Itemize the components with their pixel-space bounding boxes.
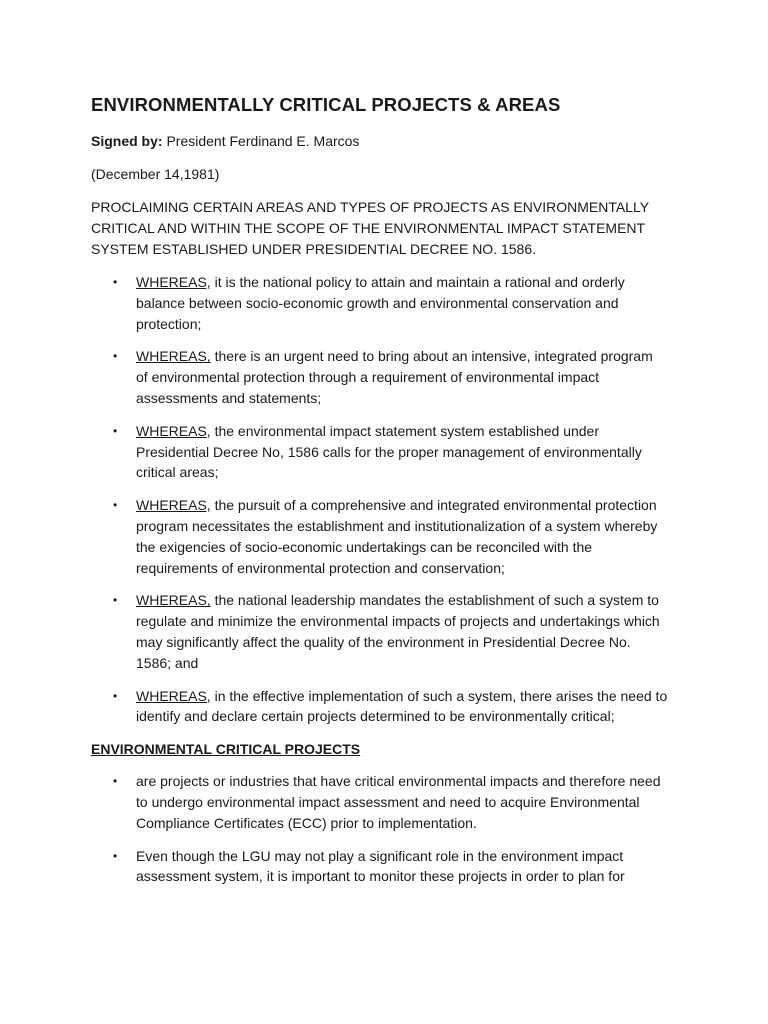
bullet-icon: • bbox=[113, 774, 118, 789]
section-item-text: are projects or industries that have critical environmental impacts and therefore need to undergo environmental impact assessment and need to acquire Environmental Compliance Certificates (ECC) prior to implementation. bbox=[136, 773, 661, 831]
whereas-lead: WHEREAS bbox=[136, 422, 207, 439]
section-item-1 bbox=[91, 771, 668, 833]
section-list bbox=[91, 771, 668, 887]
whereas-item-5 bbox=[91, 590, 668, 673]
proclamation-text: PROCLAIMING CERTAIN AREAS AND TYPES OF PROJECTS AS ENVIRONMENTALLY CRITICAL AND WITHIN THE SCOPE OF THE ENVIRONMENTAL IMPACT STATEMENT SYSTEM ESTABLISHED UNDER PRESIDENTIAL DECREE NO. 1586. bbox=[91, 199, 649, 257]
section-item-2 bbox=[91, 846, 668, 888]
whereas-text: , the environmental impact statement system established under Presidential Decree No, 1586 calls for the proper management of environmentally critical areas; bbox=[136, 422, 642, 481]
whereas-text: there is an urgent need to bring about an intensive, integrated program of environmental protection through a requirement of environmental impact assessments and statements; bbox=[136, 348, 653, 406]
whereas-item-6 bbox=[91, 686, 668, 728]
section-heading: ENVIRONMENTAL CRITICAL PROJECTS bbox=[91, 741, 361, 758]
bullet-icon: • bbox=[113, 593, 118, 608]
whereas-lead: WHEREAS, bbox=[136, 592, 211, 609]
whereas-lead: WHEREAS, bbox=[136, 497, 211, 514]
bullet-icon: • bbox=[113, 349, 118, 364]
signed-by-label: Signed by: bbox=[91, 133, 163, 149]
document-title: ENVIRONMENTALLY CRITICAL PROJECTS & AREAS bbox=[91, 94, 561, 115]
whereas-lead: WHEREAS, bbox=[136, 687, 211, 704]
document-date: (December 14,1981) bbox=[91, 166, 220, 182]
whereas-list bbox=[91, 272, 668, 727]
signed-by-value: President Ferdinand E. Marcos bbox=[162, 133, 360, 149]
signed-by-line bbox=[91, 131, 668, 152]
bullet-icon: • bbox=[113, 498, 118, 513]
bullet-icon: • bbox=[113, 688, 118, 703]
bullet-icon: • bbox=[113, 423, 118, 438]
whereas-text: it is the national policy to attain and maintain a rational and orderly balance between socio-economic growth and environmental conservation and protection; bbox=[136, 274, 625, 332]
whereas-text: in the effective implementation of such a system, there arises the need to identify and declare certain projects determined to be environmentally critical; bbox=[136, 687, 668, 725]
whereas-text: the pursuit of a comprehensive and integrated environmental protection program necessitates the establishment and institutionalization of a system whereby the exigencies of socio-economic undertakings can be reconciled with the requirements of environmental protection and conservation; bbox=[136, 497, 658, 576]
whereas-item-1 bbox=[91, 272, 668, 334]
whereas-item-3 bbox=[91, 421, 668, 483]
whereas-item-4 bbox=[91, 495, 668, 578]
section-item-text: Even though the LGU may not play a significant role in the environment impact assessment system, it is important to monitor these projects in order to plan for bbox=[136, 847, 625, 885]
whereas-lead: WHEREAS, bbox=[136, 274, 211, 290]
bullet-icon: • bbox=[113, 848, 118, 863]
whereas-item-2 bbox=[91, 346, 668, 408]
whereas-text: the national leadership mandates the establishment of such a system to regulate and minimize the environmental impacts of projects and undertakings which may significantly affect the quality of the environment in Presidential Decree No. 1586; and bbox=[136, 592, 660, 671]
whereas-lead: WHEREAS, bbox=[136, 348, 211, 365]
bullet-icon: • bbox=[113, 275, 118, 289]
